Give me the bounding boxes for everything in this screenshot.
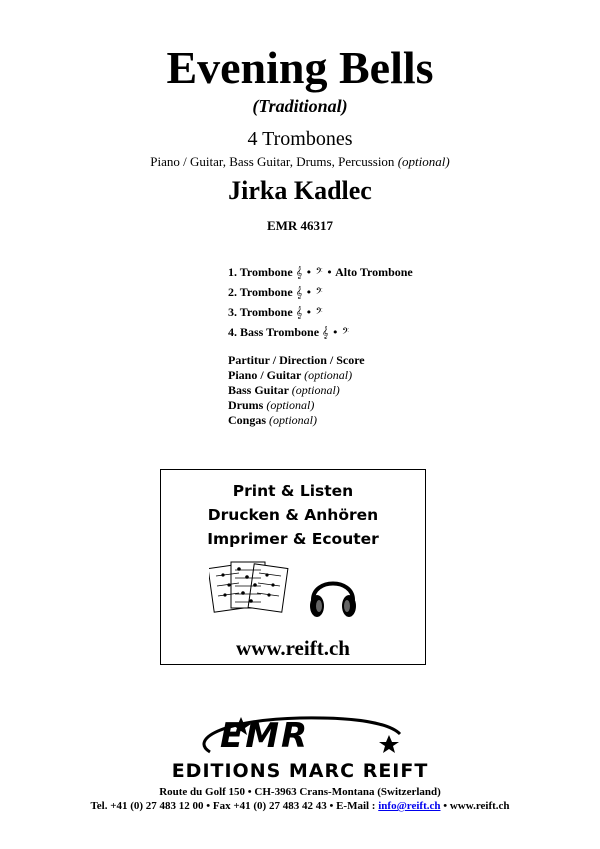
score-note: (optional)	[269, 413, 318, 427]
clef-icon: 𝄞 • 𝄢	[295, 306, 323, 319]
contact-website: • www.reift.ch	[440, 800, 510, 812]
part-row	[228, 262, 413, 282]
email-link[interactable]: info@reift.ch	[378, 800, 441, 812]
page-title: Evening Bells	[166, 42, 434, 93]
print-listen-box	[160, 469, 426, 665]
promo-line: Imprimer & Ecouter	[207, 530, 379, 548]
contact-phone-fax: Tel. +41 (0) 27 483 12 00 • Fax +41 (0) 27 483 42 43 • E-Mail :	[90, 800, 379, 812]
score-label: Partitur / Direction / Score	[228, 353, 365, 367]
subtitle: (Traditional)	[252, 96, 348, 116]
accompaniment-note: (optional)	[397, 154, 450, 169]
catalog-number: EMR 46317	[266, 218, 334, 233]
sheet-music-icon	[209, 560, 289, 616]
publisher-name: EDITIONS MARC REIFT	[171, 760, 429, 782]
part-label: 1. Trombone	[228, 265, 293, 279]
part-row	[228, 282, 413, 302]
score-row	[228, 353, 365, 368]
part-row	[228, 302, 413, 322]
score-label: Congas	[228, 413, 267, 427]
score-label: Bass Guitar	[228, 383, 289, 397]
clef-icon: 𝄞 • 𝄢 •	[295, 266, 333, 279]
score-label: Drums	[228, 398, 264, 412]
promo-line: Drucken & Anhören	[207, 506, 379, 524]
composer: Jirka Kadlec	[228, 176, 372, 205]
score-note: (optional)	[266, 398, 315, 412]
publisher-address: Route du Golf 150 • CH-3963 Crans-Montana (Switzerland)	[159, 786, 441, 798]
scores-list	[228, 353, 365, 428]
score-row	[228, 383, 365, 398]
clef-icon: 𝄞 • 𝄢	[322, 326, 350, 339]
score-row	[228, 398, 365, 413]
score-note: (optional)	[291, 383, 340, 397]
score-note: (optional)	[304, 368, 353, 382]
parts-list	[228, 262, 413, 342]
part-extra: Alto Trombone	[335, 265, 413, 279]
promo-line: Print & Listen	[232, 482, 354, 500]
publisher-logo	[150, 712, 450, 782]
accompaniment-text: Piano / Guitar, Bass Guitar, Drums, Percussion	[150, 154, 395, 169]
score-row	[228, 368, 365, 383]
score-row	[228, 413, 365, 428]
part-row	[228, 322, 413, 342]
part-label: 4. Bass Trombone	[228, 325, 320, 339]
part-label: 3. Trombone	[228, 305, 293, 319]
instrumentation: 4 Trombones	[247, 128, 353, 150]
clef-icon: 𝄞 • 𝄢	[295, 286, 323, 299]
logo-text: EMR	[220, 716, 310, 756]
accompaniment	[0, 154, 600, 170]
score-label: Piano / Guitar	[228, 368, 302, 382]
promo-url[interactable]: www.reift.ch	[236, 636, 350, 660]
headphones-icon	[305, 568, 361, 620]
publisher-contact	[0, 800, 600, 812]
part-label: 2. Trombone	[228, 285, 293, 299]
